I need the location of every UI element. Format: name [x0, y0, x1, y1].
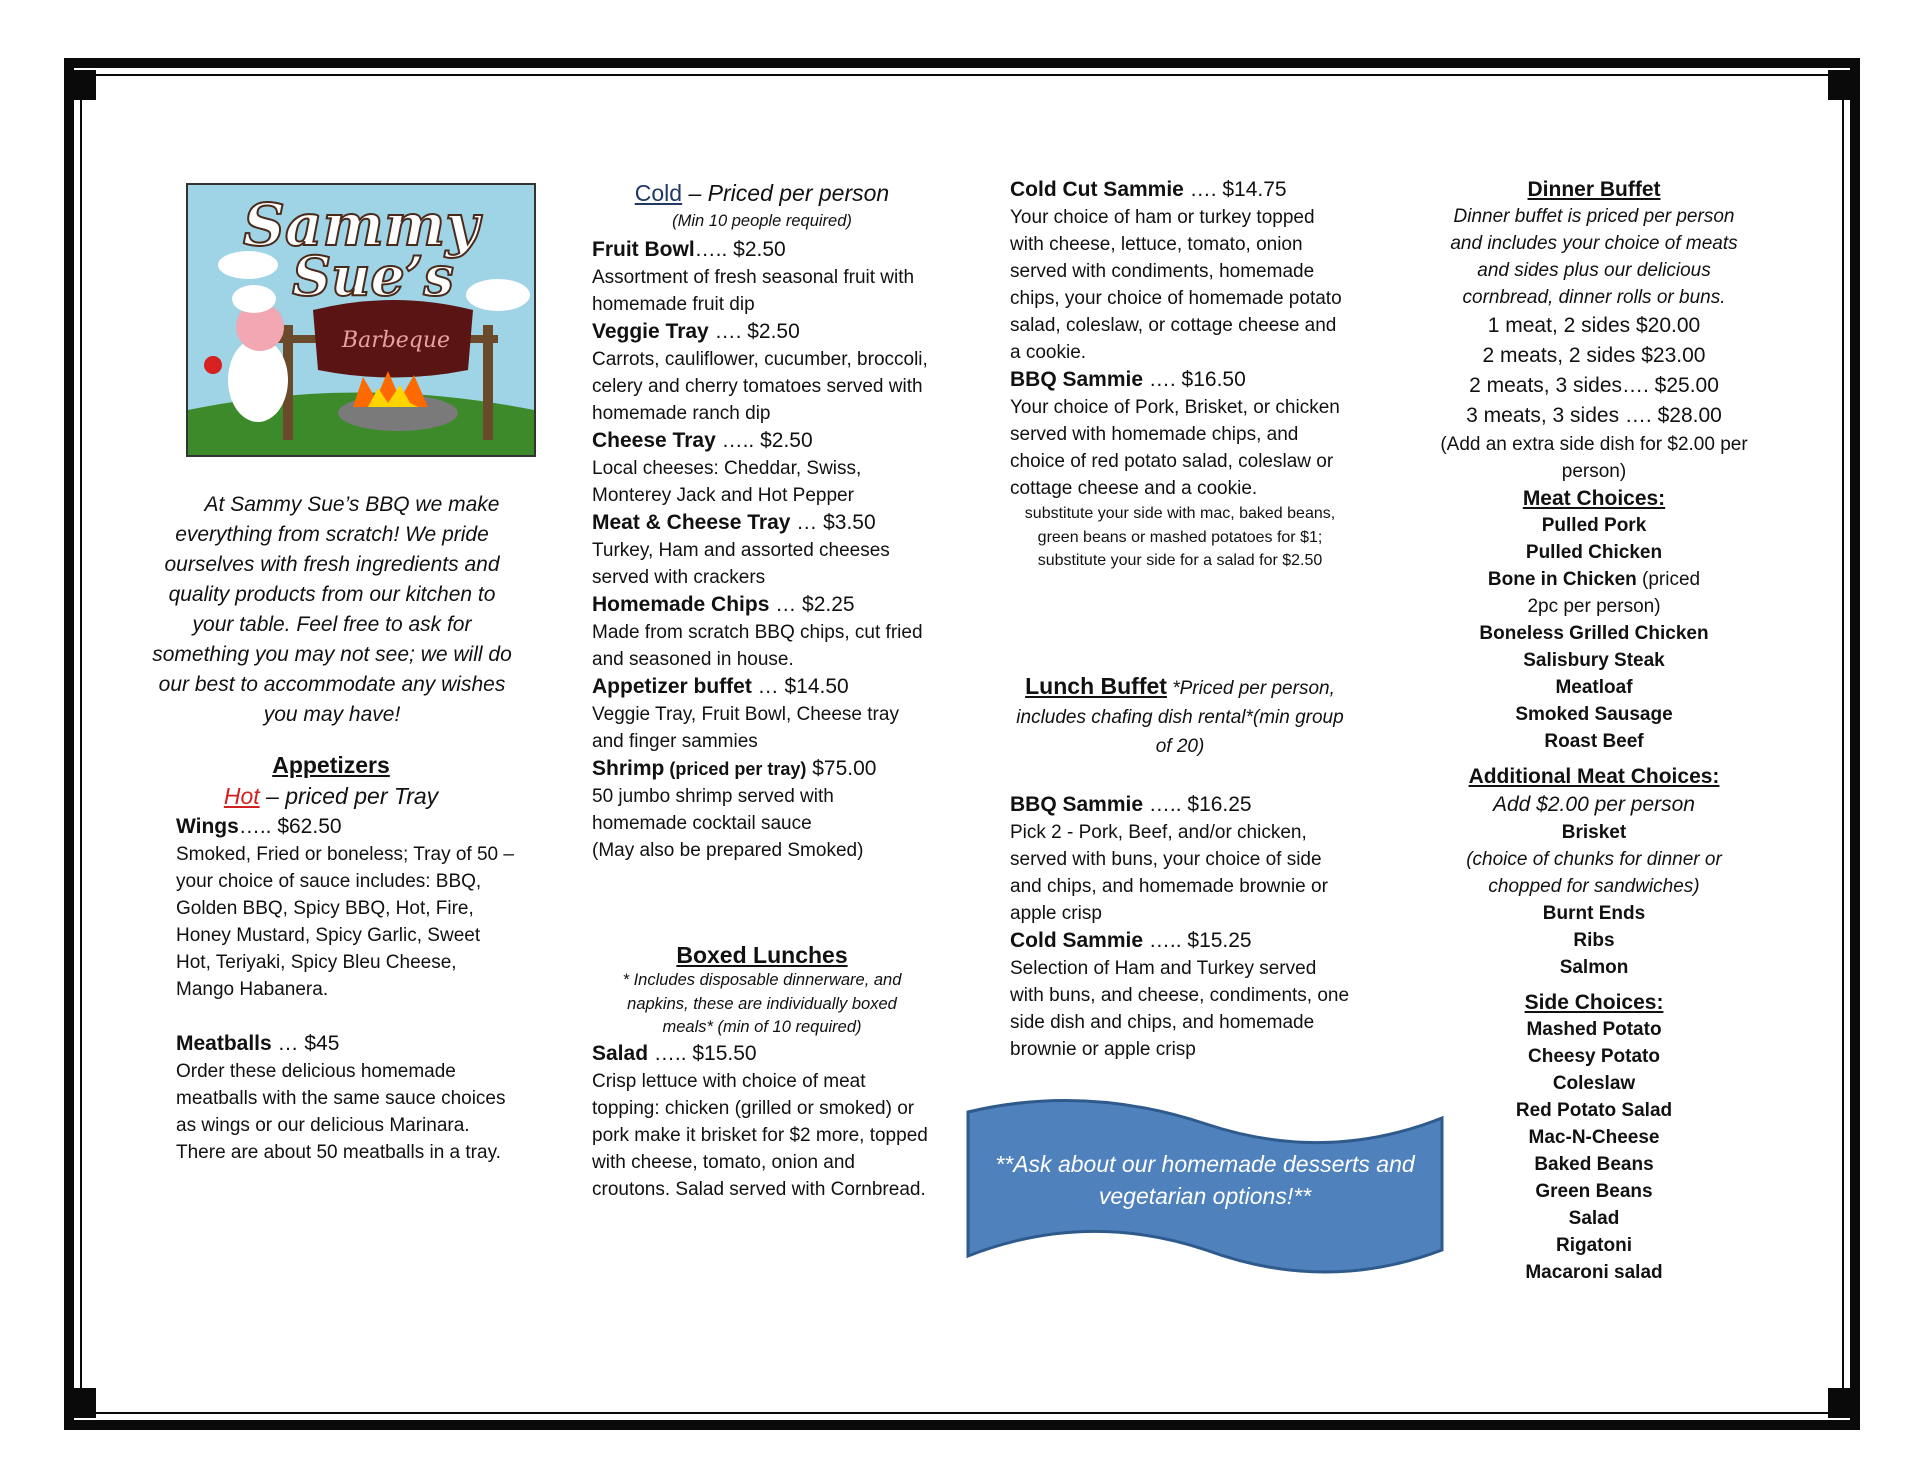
- cheese-tray-title: Cheese Tray: [592, 428, 716, 452]
- corner-block-br: [1828, 1388, 1854, 1418]
- lunch-cold-sammie-title: Cold Sammie: [1010, 929, 1144, 952]
- side-choice-item: Mac-N-Cheese: [1528, 1127, 1660, 1148]
- bbq-sammie-line: [1010, 366, 1350, 394]
- appetizer-buffet-title: Appetizer buffet: [592, 674, 752, 698]
- meat-choice-item: Smoked Sausage: [1515, 704, 1673, 725]
- homemade-chips-price: … $2.25: [769, 592, 855, 616]
- meat-choice-item: Salisbury Steak: [1523, 650, 1665, 671]
- meat-cheese-tray-desc: Turkey, Ham and assorted cheeses served with crackers: [592, 539, 890, 588]
- lunch-bbq-sammie-desc: Pick 2 - Pork, Beef, and/or chicken, served with buns, your choice of side and chips, and homemade brownie or apple crisp: [1010, 822, 1328, 924]
- sammy-sues-logo: [186, 183, 536, 457]
- cheese-tray-desc: Local cheeses: Cheddar, Swiss, Monterey Jack and Hot Pepper: [592, 457, 862, 506]
- hot-rest: – priced per Tray: [259, 783, 439, 809]
- boxed-lunches-section: [592, 942, 932, 1203]
- shrimp-extra: (May also be prepared Smoked): [592, 839, 864, 861]
- veggie-tray-line: [592, 318, 932, 346]
- meat-choice-item: Meatloaf: [1555, 677, 1633, 698]
- bbq-sammie-title: BBQ Sammie: [1010, 368, 1144, 391]
- substitute-note: substitute your side with mac, baked beans, green beans or mashed potatoes for $1; substitute your side for a salad for $2.50: [1024, 505, 1336, 569]
- wings-price: ….. $62.50: [238, 815, 342, 838]
- meat-cheese-tray-line: [592, 509, 932, 537]
- lunch-bbq-sammie-line: [1010, 791, 1350, 819]
- lunch-buffet-note: *Priced per person, includes chafing dish rental*(min group of 20): [1016, 678, 1344, 757]
- wings-line: [176, 813, 516, 841]
- fruit-bowl-title: Fruit Bowl: [592, 237, 695, 261]
- side-choice-item: Baked Beans: [1534, 1154, 1654, 1175]
- side-choice-item: Green Beans: [1535, 1181, 1653, 1202]
- corner-block-tr: [1828, 70, 1854, 100]
- appetizers-heading: Appetizers: [272, 752, 390, 778]
- meat-choice-item: Roast Beef: [1544, 731, 1644, 752]
- cold-cut-sammie-line: [1010, 176, 1350, 204]
- boxed-lunches-note: * Includes disposable dinnerware, and napkins, these are individually boxed meals* (min of 10 required): [622, 971, 902, 1036]
- appetizers-section: [176, 752, 516, 1166]
- homemade-chips-title: Homemade Chips: [592, 592, 770, 616]
- logo-barbeque: Barbeque: [341, 328, 451, 353]
- bone-in-chicken-title: Bone in Chicken: [1487, 569, 1637, 590]
- additional-meat-price: Add $2.00 per person: [1493, 793, 1695, 816]
- homemade-chips-line: [592, 591, 932, 619]
- cold-label: Cold: [634, 180, 683, 206]
- homemade-chips-desc: Made from scratch BBQ chips, cut fried and seasoned in house.: [592, 621, 923, 670]
- wings-title: Wings: [176, 815, 239, 838]
- cold-subheading: [592, 176, 932, 210]
- dinner-extra-note: (Add an extra side dish for $2.00 per person): [1440, 434, 1748, 482]
- lunch-cold-sammie-line: [1010, 927, 1350, 955]
- cold-section: [592, 176, 932, 864]
- logo-line-2: Sue’s: [292, 244, 454, 308]
- fruit-bowl-line: [592, 236, 932, 264]
- corner-block-bl: [70, 1388, 96, 1418]
- additional-meat-item: Burnt Ends: [1542, 903, 1646, 924]
- side-choice-item: Coleslaw: [1552, 1073, 1636, 1094]
- boxed-lunches-heading: Boxed Lunches: [676, 942, 848, 968]
- appetizer-buffet-price: … $14.50: [751, 674, 849, 698]
- shrimp-title: Shrimp: [592, 756, 665, 780]
- salad-price: ….. $15.50: [648, 1041, 757, 1065]
- side-choices-heading: Side Choices:: [1524, 991, 1664, 1014]
- additional-meat-item: Ribs: [1573, 930, 1615, 951]
- fruit-bowl-price: ….. $2.50: [694, 237, 786, 261]
- brisket-note: (choice of chunks for dinner or chopped for sandwiches): [1466, 849, 1722, 897]
- side-choice-item: Salad: [1568, 1208, 1620, 1229]
- cold-cut-sammie-price: …. $14.75: [1183, 178, 1287, 201]
- shrimp-price: $75.00: [806, 756, 877, 780]
- cold-rest: – Priced per person: [682, 180, 890, 206]
- cold-cut-sammie-desc: Your choice of ham or turkey topped with cheese, lettuce, tomato, onion served with condiments, homemade chips, your choice of homemade potato salad, coleslaw, or cottage cheese and a cookie.: [1010, 207, 1342, 363]
- corner-block-tl: [70, 70, 96, 100]
- veggie-tray-desc: Carrots, cauliflower, cucumber, broccoli, celery and cherry tomatoes served with homemade ranch dip: [592, 348, 928, 424]
- desserts-banner-text: **Ask about our homemade desserts and vegetarian options!**: [995, 1151, 1415, 1209]
- meatballs-desc: Order these delicious homemade meatballs with the same sauce choices as wings or our delicious Marinara. There are about 50 meatballs in a tray.: [176, 1061, 506, 1163]
- intro-text: [148, 490, 516, 730]
- wings-desc: Smoked, Fried or boneless; Tray of 50 – your choice of sauce includes: BBQ, Golden BBQ, Spicy BBQ, Hot, Fire, Honey Mustard, Spicy Garlic, Sweet Hot, Teriyaki, Spicy Bleu Cheese, Mango Habanera.: [176, 844, 514, 1000]
- dinner-buffet-desc: Dinner buffet is priced per person and includes your choice of meats and sides plus our delicious cornbread, dinner rolls or buns.: [1450, 206, 1738, 308]
- logo-line-1: Sammy: [243, 191, 479, 259]
- shrimp-note: (priced per tray): [664, 758, 807, 779]
- appetizer-buffet-desc: Veggie Tray, Fruit Bowl, Cheese tray and finger sammies: [592, 703, 899, 752]
- side-choice-item: Rigatoni: [1556, 1235, 1632, 1256]
- bone-in-chicken-line: [1424, 566, 1764, 620]
- dinner-option-3: 2 meats, 3 sides…. $25.00: [1469, 374, 1719, 397]
- meat-choice-item: Boneless Grilled Chicken: [1479, 623, 1709, 644]
- additional-meat-heading: Additional Meat Choices:: [1468, 765, 1720, 788]
- meatballs-line: [176, 1030, 516, 1058]
- meat-choice-item: Pulled Chicken: [1525, 542, 1663, 563]
- veggie-tray-price: …. $2.50: [708, 319, 800, 343]
- meatballs-title: Meatballs: [176, 1032, 272, 1055]
- hot-label: Hot: [223, 783, 260, 809]
- shrimp-line: [592, 755, 932, 783]
- logo-artwork: [188, 185, 534, 455]
- appetizer-buffet-line: [592, 673, 932, 701]
- shrimp-desc: 50 jumbo shrimp served with homemade cocktail sauce: [592, 785, 834, 834]
- cold-min-note: (Min 10 people required): [672, 212, 852, 230]
- salad-desc: Crisp lettuce with choice of meat topping: chicken (grilled or smoked) or pork make it brisket for $2 more, topped with cheese, tomato, onion and croutons. Salad served with Cornbread.: [592, 1070, 928, 1200]
- dinner-buffet-section: [1424, 176, 1764, 1286]
- lunch-cold-sammie-desc: Selection of Ham and Turkey served with buns, and cheese, condiments, one side dish and chips, and homemade brownie or apple crisp: [1010, 958, 1350, 1060]
- veggie-tray-title: Veggie Tray: [592, 319, 709, 343]
- additional-meat-item: Salmon: [1559, 957, 1629, 978]
- lunch-bbq-sammie-price: ….. $16.25: [1143, 793, 1252, 816]
- meatballs-price: … $45: [271, 1032, 340, 1055]
- dinner-option-4: 3 meats, 3 sides …. $28.00: [1466, 404, 1722, 427]
- fruit-bowl-desc: Assortment of fresh seasonal fruit with homemade fruit dip: [592, 266, 915, 315]
- hot-subheading: [146, 779, 516, 813]
- dinner-buffet-heading: Dinner Buffet: [1527, 178, 1661, 201]
- side-choice-item: Macaroni salad: [1525, 1262, 1663, 1283]
- meat-choices-heading: Meat Choices:: [1522, 487, 1666, 510]
- side-choice-item: Mashed Potato: [1526, 1019, 1662, 1040]
- meat-cheese-tray-title: Meat & Cheese Tray: [592, 510, 791, 534]
- lunch-cold-sammie-price: ….. $15.25: [1143, 929, 1252, 952]
- cold-cut-sammie-title: Cold Cut Sammie: [1010, 178, 1184, 201]
- salad-title: Salad: [592, 1041, 649, 1065]
- dinner-option-2: 2 meats, 2 sides $23.00: [1482, 344, 1706, 367]
- salad-line: [592, 1040, 932, 1068]
- side-choice-item: Cheesy Potato: [1528, 1046, 1660, 1067]
- intro-paragraph: At Sammy Sue’s BBQ we make everything from scratch! We pride ourselves with fresh ingredients and quality products from our kitchen to your table. Feel free to ask for something you may not see; we will do our best to accommodate any wishes you may have!: [152, 493, 512, 726]
- bbq-sammie-desc: Your choice of Pork, Brisket, or chicken served with homemade chips, and choice of red potato salad, coleslaw or cottage cheese and a cookie.: [1010, 397, 1340, 499]
- cheese-tray-line: [592, 427, 932, 455]
- lunch-buffet-header: [1010, 672, 1350, 761]
- brisket-item: Brisket: [1561, 822, 1627, 843]
- bbq-sammie-price: …. $16.50: [1143, 368, 1246, 391]
- meat-choice-item: Pulled Pork: [1541, 515, 1647, 536]
- lunch-bbq-sammie-title: BBQ Sammie: [1010, 793, 1144, 816]
- cheese-tray-price: ….. $2.50: [715, 428, 813, 452]
- side-choice-item: Red Potato Salad: [1515, 1100, 1673, 1121]
- boxed-continued-section: [1010, 176, 1350, 573]
- dinner-option-1: 1 meat, 2 sides $20.00: [1487, 314, 1701, 337]
- lunch-buffet-heading: Lunch Buffet: [1025, 673, 1167, 699]
- meat-cheese-tray-price: … $3.50: [790, 510, 876, 534]
- lunch-buffet-section: [1010, 672, 1350, 1063]
- bone-in-chicken-note: (priced 2pc per person): [1527, 569, 1701, 617]
